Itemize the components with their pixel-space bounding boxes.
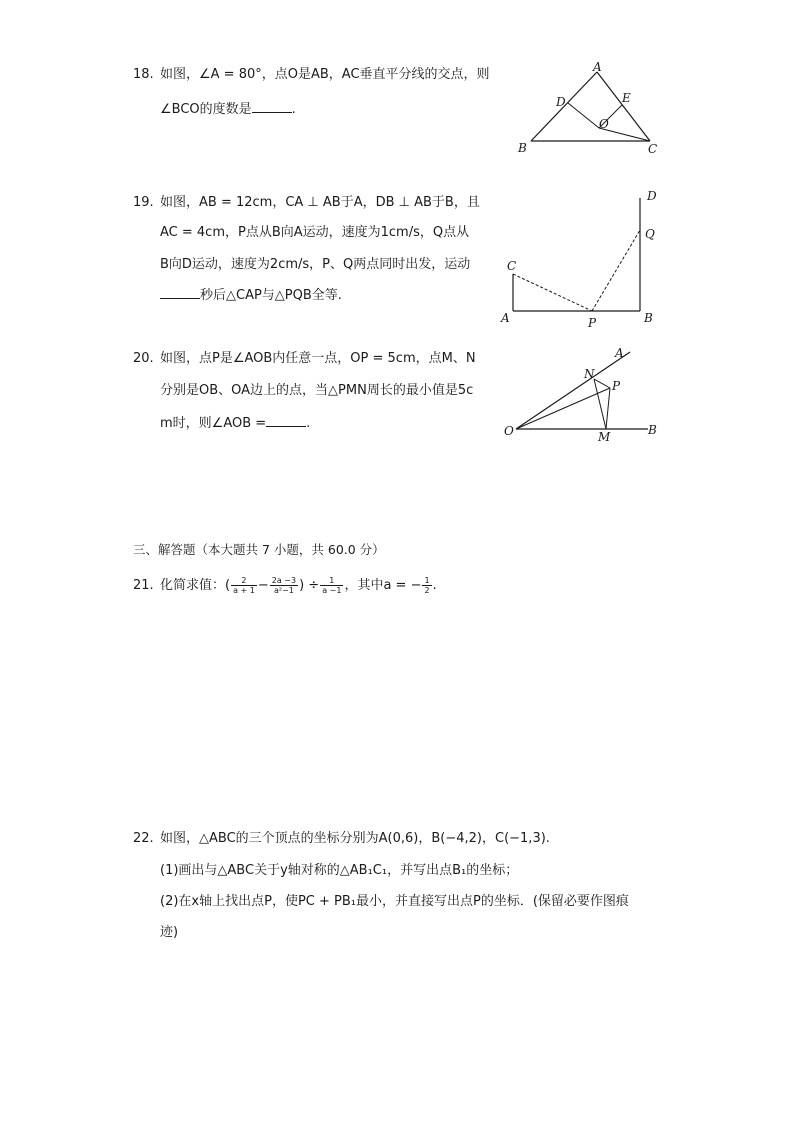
q18-text-line1: 如图，∠A = 80°，点O是AB，AC垂直平分线的交点，则 [160,67,490,82]
q22-text-line4: 迹) [160,925,179,940]
label-q: Q [645,227,655,241]
label-b: B [518,141,527,155]
segment-op [516,388,610,429]
answer-blank[interactable] [160,286,200,299]
q19-text-line3: B向D运动，速度为2cm/s，P、Q两点同时出发，运动 [160,257,471,272]
label-n: N [584,367,595,381]
q19-text-line2: AC = 4cm，P点从B向A运动，速度为1cm/s，Q点从 [160,225,470,240]
segment-pq-dashed [592,230,640,311]
label-a: A [501,311,510,325]
q18-number: 18. [133,67,154,82]
q22-text-line3: (2)在x轴上找出点P，使PC + PB₁最小，并直接写出点P的坐标．(保留必要作图痕 [160,894,629,909]
fraction: $\frac{1}{2}$ [424,576,430,595]
q20-angle-diagram [500,340,670,445]
label-p: P [612,379,621,393]
label-p: P [588,316,597,330]
label-d: D [647,189,657,203]
q22-text-line1: 如图，△ABC的三个顶点的坐标分别为A(0,6)，B(−4,2)，C(−1,3). [160,831,550,846]
label-o: O [504,424,514,438]
fraction: $\frac{2}{a + 1}$ [233,576,255,595]
q20-text-line2: 分别是OB、OA边上的点，当△PMN周长的最小值是5c [160,383,474,398]
label-b: B [648,423,657,437]
q19-text-line1: 如图，AB = 12cm，CA ⊥ AB于A，DB ⊥ AB于B，且 [160,195,480,210]
label-a: A [615,346,624,360]
segment-cp-dashed [513,274,592,311]
fraction: $\frac{2a -3}{\text{a²−1}}$ [271,576,297,595]
q19-text-line4: 秒后△CAP与△PQB全等. [160,286,342,305]
q22-number: 22. [133,831,154,846]
label-c: C [648,142,658,156]
segment-do [568,103,599,128]
label-d: D [556,95,566,109]
label-b: B [644,311,653,325]
q18-triangle-diagram [510,58,670,158]
q20-text-line3: m时，则∠AOB = . [160,416,311,431]
q19-diagram [495,182,670,332]
section-heading: 三、解答题（本大题共 7 小题，共 60.0 分） [133,542,385,557]
answer-blank[interactable] [252,100,292,113]
q19-number: 19. [133,195,154,210]
q22-text-line2: (1)画出与△ABC关于y轴对称的△AB₁C₁，并写出点B₁的坐标； [160,863,519,878]
segment-np [594,379,610,388]
fraction: $\frac{1}{a -1}$ [322,576,342,595]
q18-text-line2: ∠BCO的度数是 . [160,102,296,117]
segment-nm [594,379,606,429]
label-o: O [599,117,609,131]
q20-number: 20. [133,351,154,366]
segment-pm [606,388,610,429]
answer-blank[interactable] [266,414,306,427]
label-a: A [593,60,602,74]
q21-expression: 化简求值：( $\frac{2}{a + 1}$ − $\frac{2a -3}{\text{a²−1}}$ ) ÷ $\frac{1}{a -1}$ ，其中a = − $\frac{1}{2}$ . [160,576,437,595]
label-m: M [598,430,611,444]
q21-number: 21. [133,578,154,593]
label-e: E [622,91,631,105]
q20-text-line1: 如图，点P是∠AOB内任意一点，OP = 5cm，点M、N [160,351,476,366]
label-c: C [507,259,517,273]
